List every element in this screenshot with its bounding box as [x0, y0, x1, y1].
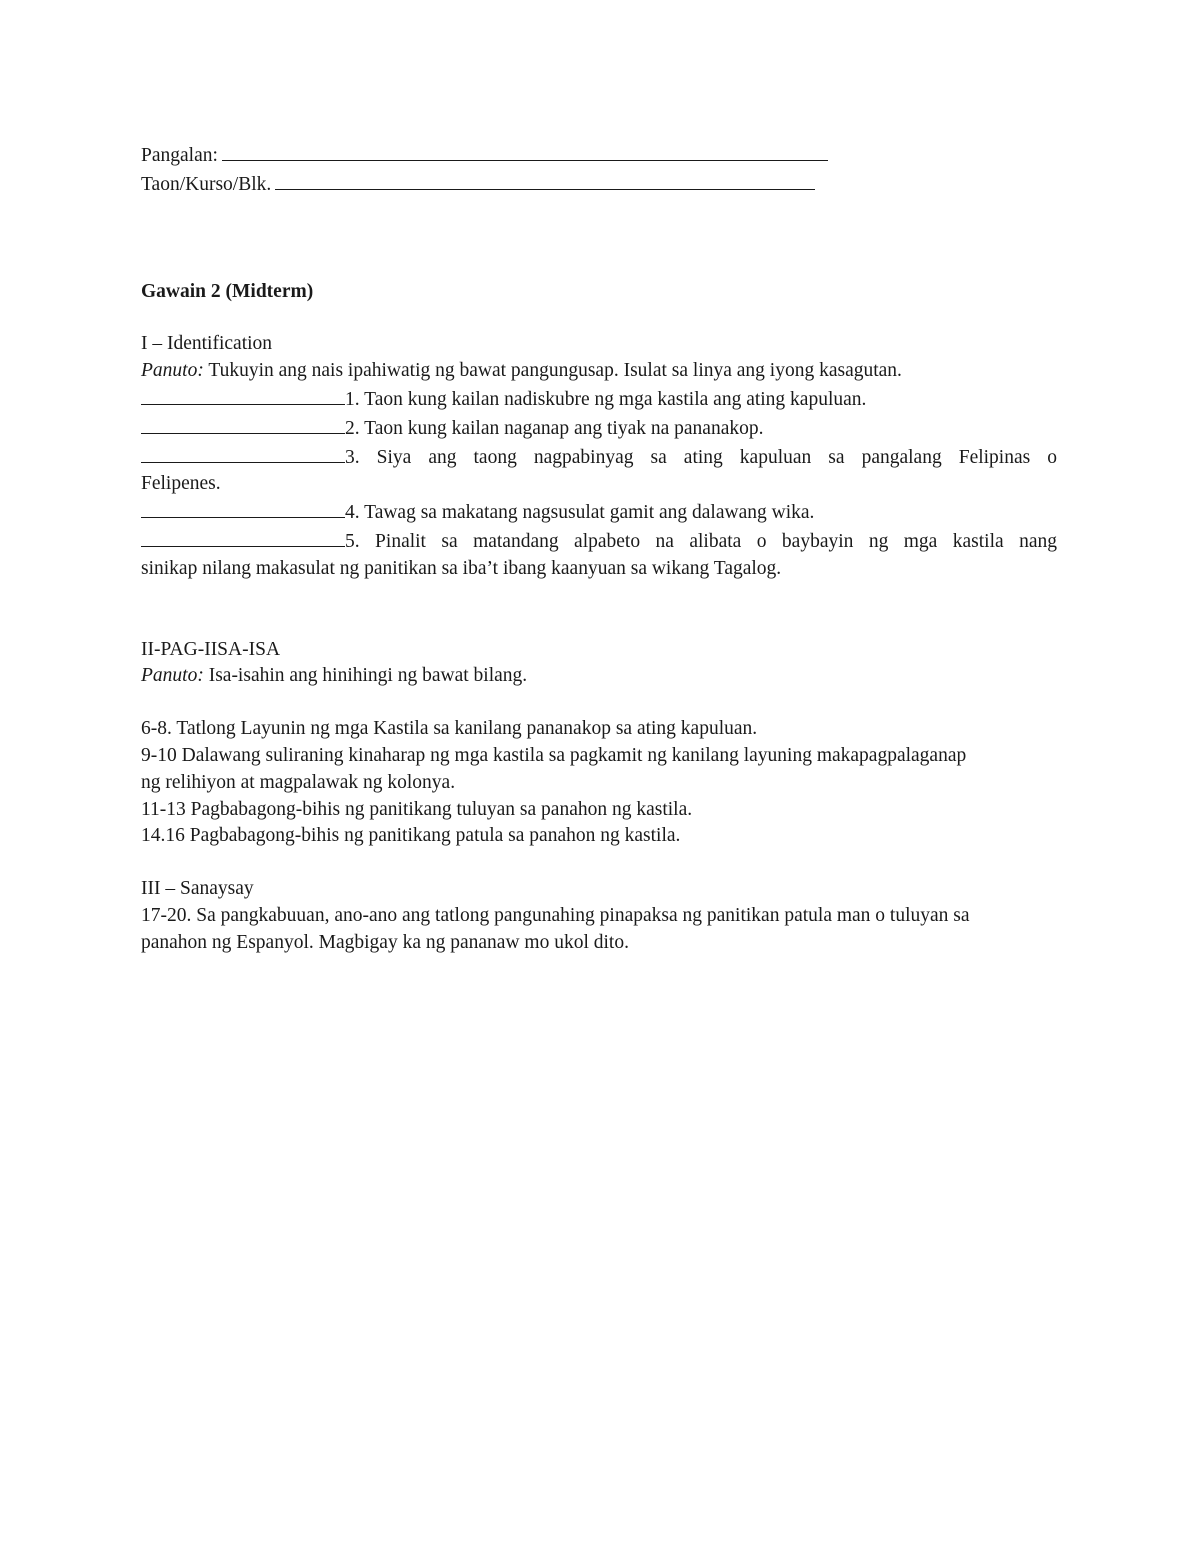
identification-item-4 [141, 498, 1057, 527]
answer-blank-5[interactable] [141, 527, 345, 547]
section1-heading: I – Identification [141, 333, 273, 355]
identification-text-4: 4. Tawag sa makatang nagsusulat gamit ang dalawang wika. [345, 502, 815, 524]
enumeration-item-1: 6-8. Tatlong Layunin ng mga Kastila sa kanilang pananakop sa ating kapuluan. [141, 718, 758, 740]
identification-item-3-cont: Felipenes. [141, 473, 221, 495]
name-label: Pangalan: [141, 145, 218, 166]
course-label: Taon/Kurso/Blk. [141, 173, 272, 195]
enumeration-item-4: 14.16 Pagbabagong-bihis ng panitikang patula sa panahon ng kastila. [141, 825, 681, 847]
answer-blank-4[interactable] [141, 498, 345, 518]
enumeration-item-2-cont: ng relihiyon at magpalawak ng kolonya. [141, 771, 456, 793]
answer-blank-3[interactable] [141, 443, 345, 463]
essay-line-2: panahon ng Espanyol. Magbigay ka ng pananaw mo ukol dito. [141, 931, 629, 953]
course-blank[interactable] [275, 170, 815, 190]
section1-instruction [141, 358, 1057, 385]
answer-blank-1[interactable] [141, 385, 345, 405]
identification-item-5-cont: sinikap nilang makasulat ng panitikan sa iba’t ibang kaanyuan sa wikang Tagalog. [141, 557, 782, 579]
identification-text-1: 1. Taon kung kailan nadiskubre ng mga kastila ang ating kapuluan. [345, 388, 867, 410]
identification-item-2 [141, 414, 1057, 443]
spacer [141, 690, 1057, 716]
identification-text-3: 3. Siya ang taong nagpabinyag sa ating kapuluan sa pangalang Felipinas o [345, 446, 1057, 468]
section1-instruction-text: Tukuyin ang nais ipahiwatig ng bawat pangungusap. Isulat sa linya ang iyong kasagutan. [203, 360, 902, 382]
essay-line-1: 17-20. Sa pangkabuuan, ano-ano ang tatlong pangunahing pinapaksa ng panitikan patula man o tuluyan sa [141, 904, 970, 926]
identification-text-5: 5. Pinalit sa matandang alpabeto na alibata o baybayin ng mga kastila nang [345, 530, 1057, 552]
identification-text-2: 2. Taon kung kailan naganap ang tiyak na pananakop. [345, 417, 764, 439]
identification-item-5 [141, 527, 1057, 556]
name-blank[interactable] [222, 141, 828, 161]
identification-item-1 [141, 385, 1057, 414]
section1-instruction-label: Panuto: [141, 360, 204, 382]
document-page [141, 141, 1057, 957]
name-line [141, 141, 1057, 170]
section2-instruction [141, 663, 1057, 690]
course-line [141, 170, 1057, 199]
section2-instruction-text: Isa-isahin ang hinihingi ng bawat bilang. [203, 665, 528, 687]
spacer [141, 850, 1057, 876]
spacer [141, 199, 1057, 279]
spacer [141, 305, 1057, 331]
answer-blank-2[interactable] [141, 414, 345, 434]
section2-instruction-label: Panuto: [141, 665, 204, 687]
enumeration-item-3: 11-13 Pagbabagong-bihis ng panitikang tuluyan sa panahon ng kastila. [141, 798, 693, 820]
identification-item-3 [141, 443, 1057, 472]
section3-heading: III – Sanaysay [141, 878, 254, 900]
section2-heading: II-PAG-IISA-ISA [141, 638, 281, 660]
enumeration-item-2: 9-10 Dalawang suliraning kinaharap ng mga kastila sa pagkamit ng kanilang layuning makapagpalaganap [141, 744, 967, 766]
document-title: Gawain 2 (Midterm) [141, 280, 314, 302]
spacer [141, 583, 1057, 637]
